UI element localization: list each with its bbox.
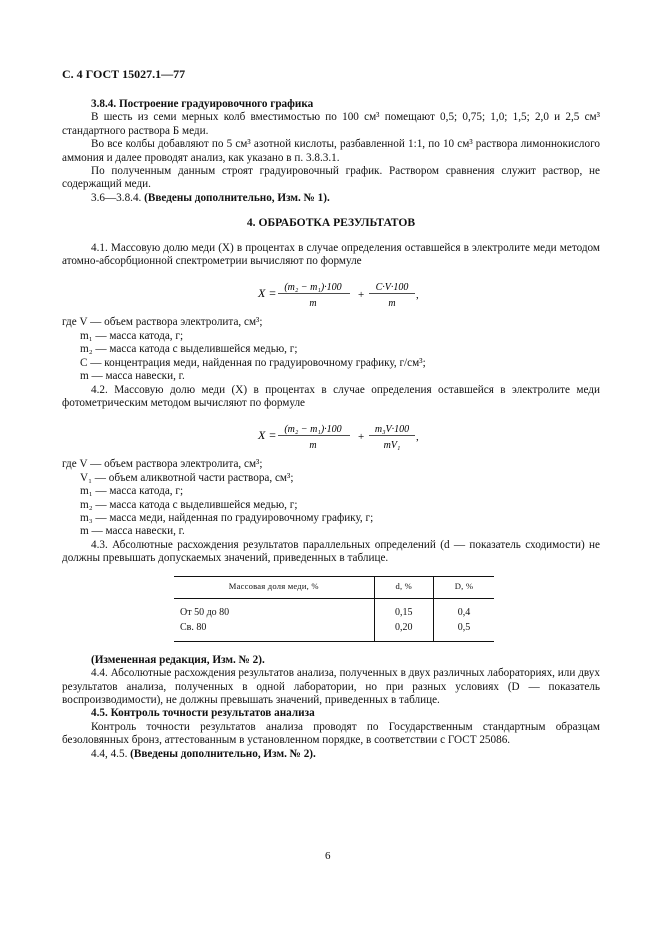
tolerance-table [174,576,494,642]
table-cell: От 50 до 80 [180,606,230,618]
legend-line: m — масса навески, г. [80,370,185,383]
document-body [62,98,600,761]
page-header: С. 4 ГОСТ 15027.1—77 [62,67,186,81]
paragraph-4-2: 4.2. Массовую долю меди (X) в процентах в случае определения оставшейся в электролите меди фотометрическим методом вычисляют по формуле [62,383,600,409]
amendment-note: 4.4, 4.5. (Введены дополнительно, Изм. № 2). [91,747,316,760]
legend-line: m₂ — масса катода с выделившейся медью, г; [80,343,298,356]
formula-denominator: m [309,440,317,452]
formula-plus: + [358,431,365,444]
legend-line: где V — объем раствора электролита, см³; [62,316,263,329]
formula-numerator: m₃V·100 [374,424,410,436]
page-number: 6 [325,850,331,862]
paragraph-4-1: 4.1. Массовую долю меди (X) в процентах в случае определения оставшейся в электролите меди методом атомно-абсорбционной спектрометрии вычисляют по формуле [62,241,600,268]
table-header: d, % [374,576,434,598]
legend-line: m₂ — масса катода с выделившейся медью, г; [80,498,298,511]
table-cell: 0,5 [434,620,494,641]
paragraph-4-4: 4.4. Абсолютные расхождения результатов анализа, полученных в двух различных лабораториях, или двух результатов анализа, полученных в одной лаборатории, но при разных условиях (D — показатель воспроизводимости), не должны превышать значений, приведенных в таблице. [62,667,600,706]
legend-4-2 [62,458,600,538]
paragraph-4-3: 4.3. Абсолютные расхождения результатов параллельных определений (d — показатель сходимости) не должны превышать допускаемых значений, приведенных в таблице. [62,538,600,565]
legend-line: где V — объем раствора электролита, см³; [62,458,263,471]
formula-tail: , [416,431,419,444]
table-row [174,605,494,620]
formula-denominator: mV₁ [383,440,401,452]
table-cell: 0,20 [374,620,434,641]
formula-plus: + [358,289,365,302]
section-4-5-title: 4.5. Контроль точности результатов анализа [91,707,315,720]
table-header: Массовая доля меди, % [174,576,374,598]
legend-line: m₁ — масса катода, г; [80,485,184,498]
formula-denominator: m [388,298,396,310]
table-cell: Св. 80 [174,620,374,641]
formula-denominator: m [309,298,317,310]
formula-numerator: (m₂ − m₁)·100 [284,282,342,294]
paragraph-4-5: Контроль точности результатов анализа проводят по Государственным стандартным образцам безоловянных бронз, аттестованным в установленном порядке, в соответствии с ГОСТ 25086. [62,720,600,747]
table-cell: 0,15 [374,605,434,620]
paragraph: Во все колбы добавляют по 5 см³ азотной кислоты, разбавленной 1:1, по 10 см³ раствора лимоннокислого аммония и далее проводят анализ, как указано в п. 3.8.3.1. [62,138,600,164]
legend-line: C — концентрация меди, найденная по градуировочному графику, г/см³; [80,356,426,369]
amendment-note: (Измененная редакция, Изм. № 2). [91,653,265,666]
table-row [174,620,494,641]
section-4-title: 4. ОБРАБОТКА РЕЗУЛЬТАТОВ [246,216,416,230]
formula-numerator: C·V·100 [375,282,409,294]
formula-4-2 [62,420,600,450]
section-3-8-4-title: 3.8.4. Построение градуировочного графика [91,98,314,110]
legend-4-1 [62,316,600,383]
paragraph: В шесть из семи мерных колб вместимостью по 100 см³ помещают 0,5; 0,75; 1,0; 1,5; 2,0 и 2,5 см³ стандартного раствора Б меди. [62,111,600,137]
table-cell: 0,4 [434,605,494,620]
formula-numerator: (m₂ − m₁)·100 [284,424,342,436]
formula-lhs: X = [258,428,277,443]
legend-line: m — масса навески, г. [80,525,185,538]
legend-line: V₁ — объем аликвотной части раствора, см³; [80,471,294,484]
formula-tail: , [416,289,419,302]
formula-lhs: X = [258,286,277,301]
paragraph: По полученным данным строят градуировочный график. Раствором сравнения служит раствор, не содержащий меди. [62,165,600,191]
legend-line: m₁ — масса катода, г; [80,329,184,342]
legend-line: m₃ — масса меди, найденная по градуировочному графику, г; [80,511,374,524]
formula-4-1 [62,278,600,308]
amendment-note: 3.6—3.8.4. (Введены дополнительно, Изм. № 1). [91,191,330,204]
table-header: D, % [434,576,494,598]
